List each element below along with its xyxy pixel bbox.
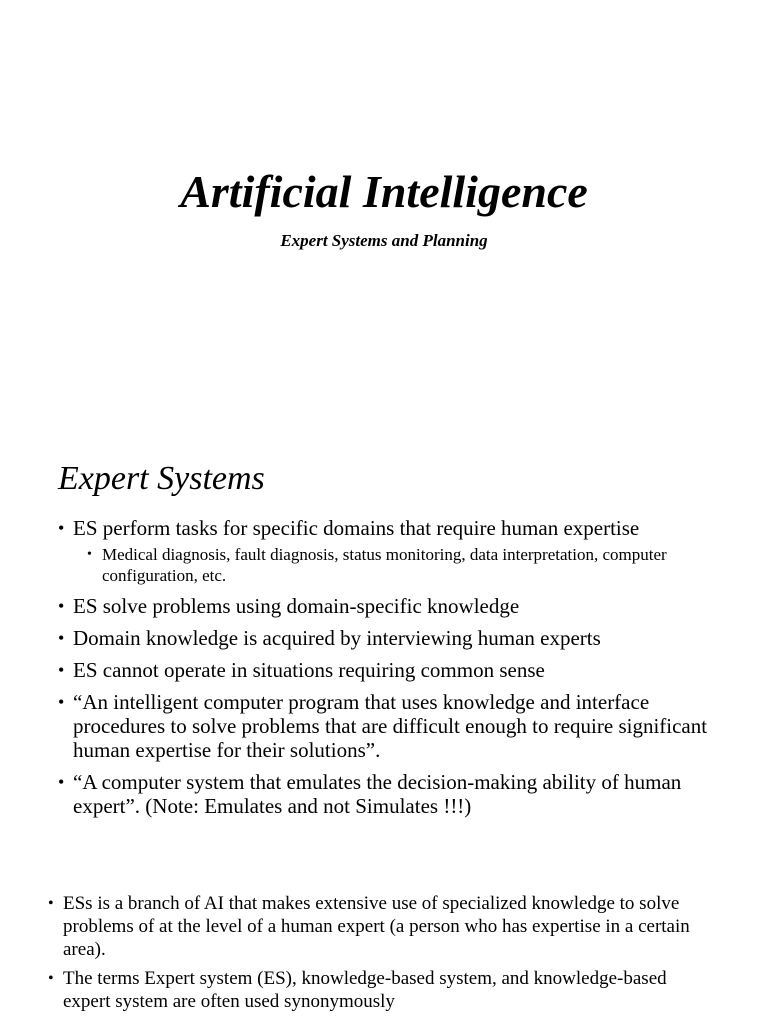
bullet-item: • “A computer system that emulates the decision-making ability of human expert”. (Note: Emulates and not Simulates !!!) — [58, 770, 718, 818]
bullet-item: • The terms Expert system (ES), knowledge-based system, and knowledge-based expert system are often used synonymously — [48, 967, 718, 1013]
slide-heading: Expert Systems — [58, 460, 265, 497]
sub-bullet-item: • Medical diagnosis, fault diagnosis, status monitoring, data interpretation, computer configuration, etc. — [87, 544, 718, 586]
slide-subtitle: Expert Systems and Planning — [280, 231, 488, 250]
sub-bullet-list — [87, 544, 718, 586]
bullet-list — [48, 892, 718, 1019]
expert-systems-definition-slide — [0, 880, 768, 1024]
bullet-item: • ESs is a branch of AI that makes extensive use of specialized knowledge to solve problems of at the level of a human expert (a person who has expertise in a certain area). — [48, 892, 718, 961]
slide-title: Artificial Intelligence — [180, 166, 588, 217]
bullet-text: ES perform tasks for specific domains that require human expertise — [73, 516, 640, 540]
expert-systems-slide — [0, 440, 768, 860]
title-slide — [0, 0, 768, 440]
bullet-item: • Domain knowledge is acquired by interviewing human experts — [58, 626, 718, 650]
bullet-item: • ES solve problems using domain-specific knowledge — [58, 594, 718, 618]
bullet-list — [58, 516, 718, 826]
bullet-item: • “An intelligent computer program that uses knowledge and interface procedures to solve problems that are difficult enough to require significant human expertise for their solutions”. — [58, 690, 718, 762]
bullet-item — [58, 516, 718, 586]
bullet-item: • ES cannot operate in situations requiring common sense — [58, 658, 718, 682]
